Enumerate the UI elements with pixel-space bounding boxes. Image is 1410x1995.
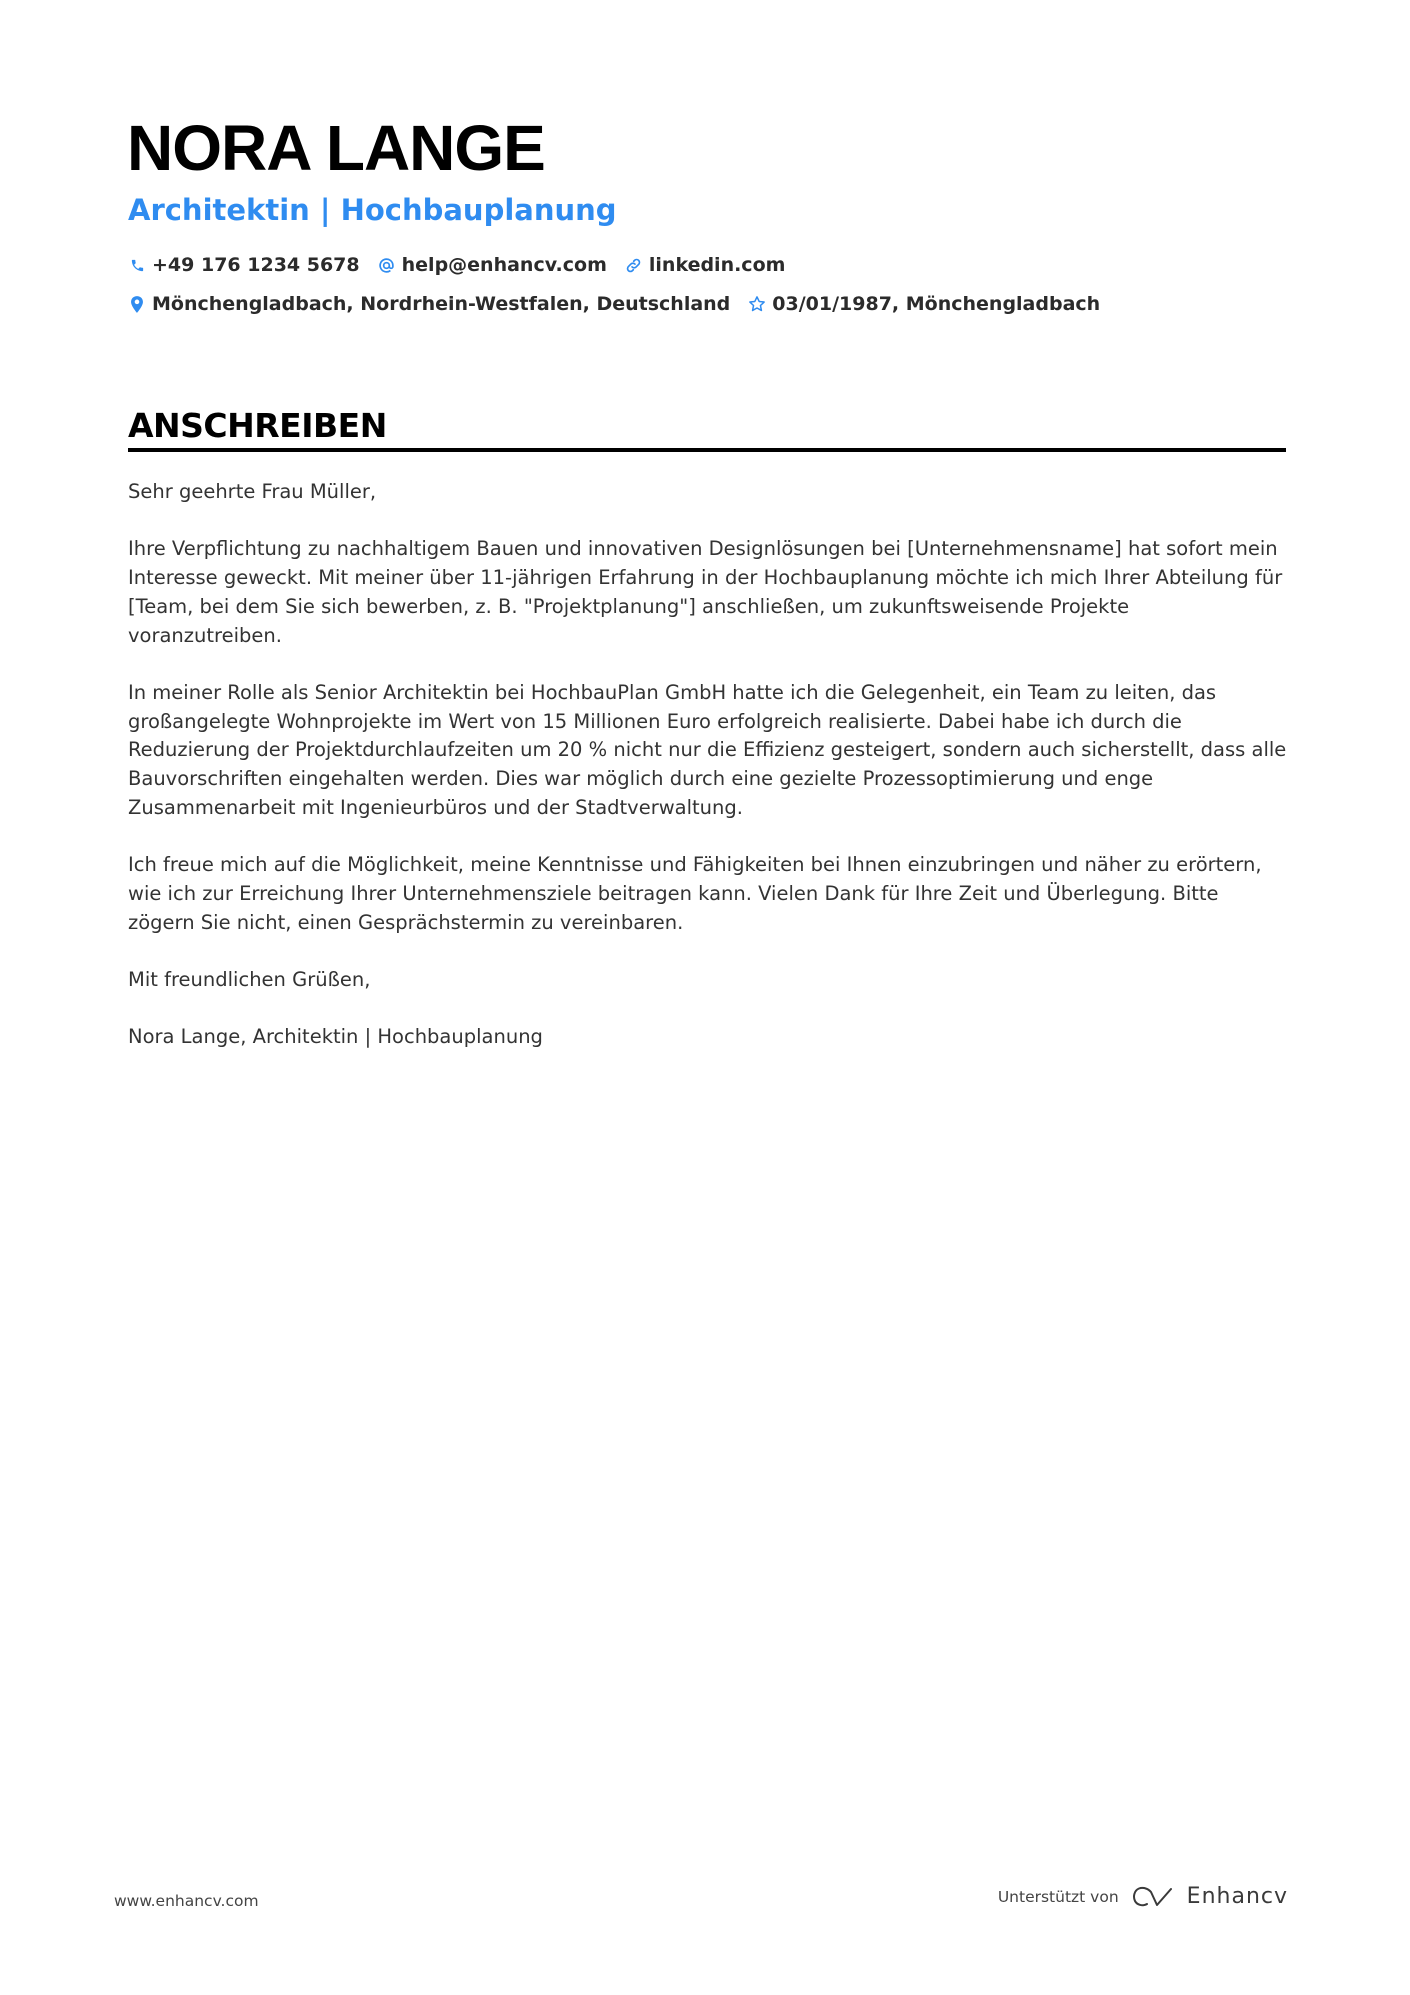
letter-paragraph: In meiner Rolle als Senior Architektin bei HochbauPlan GmbH hatte ich die Gelegenheit, ein Team zu leiten, das großangelegte Wohnprojekte im Wert von 15 Millionen Euro erfolgreich realisierte. Dabei habe ich durch die Reduzierung der Projektdurchlaufzeiten um 20 % nicht nur die Effizienz gesteigert, sondern auch sicherstellt, dass alle Bauvorschriften eingehalten werden. Dies war möglich durch eine gezielte Prozessoptimierung und enge Zusammenarbeit mit Ingenieurbüros und der Stadtverwaltung.: [128, 680, 1287, 819]
contact-link[interactable]: [625, 254, 786, 276]
footer-brand-name: Enhancv: [1186, 1884, 1288, 1909]
footer-website[interactable]: www.enhancv.com: [114, 1892, 259, 1910]
contact-email[interactable]: [378, 254, 607, 276]
contact-birth: [748, 293, 1100, 315]
contact-email-text[interactable]: help@enhancv.com: [401, 254, 607, 276]
contact-row-secondary: [128, 293, 1118, 315]
applicant-title: Architektin | Hochbauplanung: [128, 193, 617, 227]
at-icon: [378, 256, 396, 274]
location-pin-icon: [128, 295, 146, 313]
footer-powered-by: Unterstützt von: [997, 1887, 1119, 1906]
letter-body: [128, 478, 1288, 1081]
letter-paragraph: Ich freue mich auf die Möglichkeit, meine Kenntnisse und Fähigkeiten bei Ihnen einzubringen und näher zu erörtern, wie ich zur Erreichung Ihrer Unternehmensziele beitragen kann. Vielen Dank für Ihre Zeit und Überlegung. Bitte zögern Sie nicht, einen Gesprächstermin zu vereinbaren.: [128, 853, 1262, 934]
phone-icon: [128, 256, 146, 274]
contact-row-primary: [128, 254, 803, 276]
enhancv-logo-icon: [1131, 1885, 1177, 1909]
contact-birth-text: 03/01/1987, Mönchengladbach: [772, 293, 1101, 315]
contact-link-text[interactable]: linkedin.com: [648, 254, 786, 276]
footer-branding: [998, 1884, 1288, 1909]
contact-location: [128, 293, 730, 315]
letter-signature: Nora Lange, Architektin | Hochbauplanung: [128, 1025, 543, 1049]
star-icon: [748, 295, 766, 313]
letter-salutation: Sehr geehrte Frau Müller,: [128, 480, 377, 503]
contact-phone: [128, 254, 360, 276]
section-divider: [128, 448, 1286, 452]
link-icon: [625, 256, 643, 274]
contact-phone-text: +49 176 1234 5678: [152, 254, 360, 276]
applicant-name: NORA LANGE: [127, 112, 545, 184]
contact-location-text: Mönchengladbach, Nordrhein-Westfalen, Deutschland: [152, 293, 731, 315]
letter-closing: Mit freundlichen Grüßen,: [128, 967, 371, 991]
section-heading: ANSCHREIBEN: [128, 406, 387, 445]
letter-paragraph: Ihre Verpflichtung zu nachhaltigem Bauen und innovativen Designlösungen bei [Unternehmensname] hat sofort mein Interesse geweckt. Mit meiner über 11-jährigen Erfahrung in der Hochbauplanung möchte ich mich Ihrer Abteilung für [Team, bei dem Sie sich bewerben, z. B. "Projektplanung"] anschließen, um zukunftsweisende Projekte voranzutreiben.: [128, 537, 1283, 647]
